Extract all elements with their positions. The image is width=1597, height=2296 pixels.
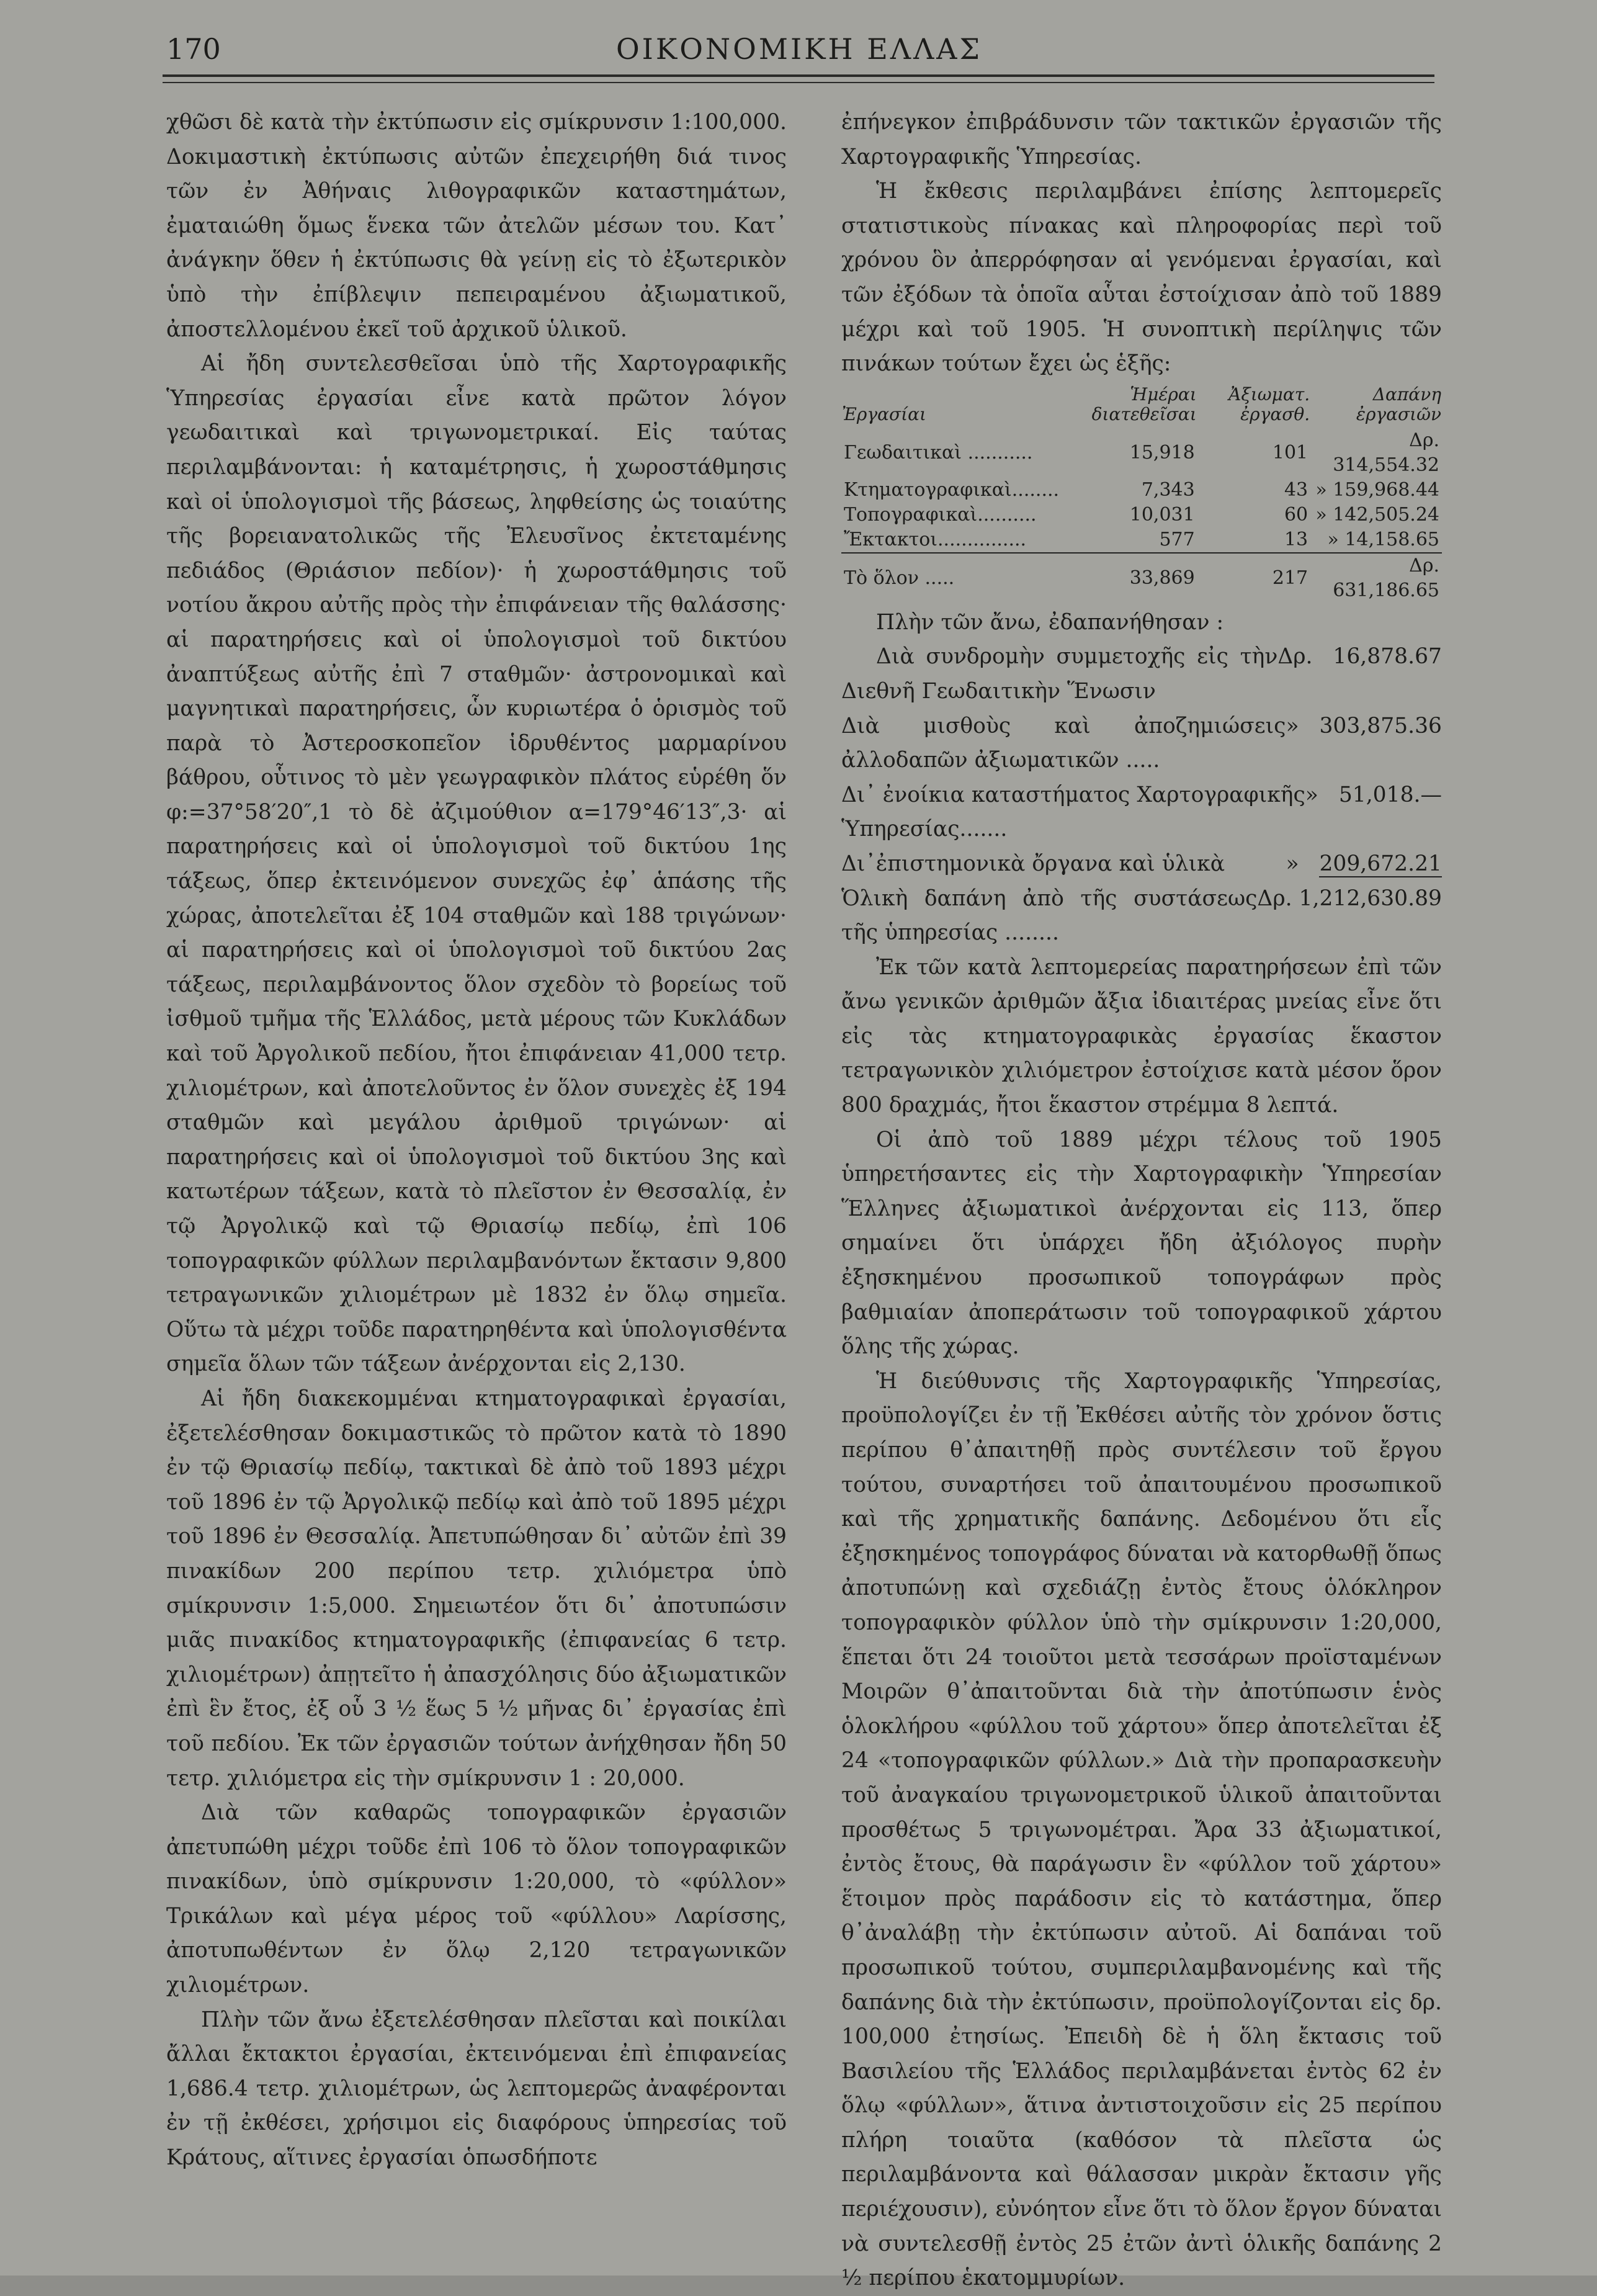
table-cell: » 159,968.44 <box>1315 478 1439 501</box>
table-cell: 43 <box>1284 478 1308 501</box>
expense-amount-group <box>1286 709 1442 778</box>
table-cell: 15,918 <box>1129 441 1195 464</box>
table-cell: Γεωδαιτικαὶ ........... <box>844 441 1033 464</box>
paragraph: Αἱ ἤδη διακεκομμέναι κτηματογραφικαὶ ἐργασίαι, ἐξετελέσθησαν δοκιμαστικῶς τὸ πρῶτον κατὰ τὸ 1890 ἐν τῷ Θριασίῳ πεδίῳ, τακτικαὶ δὲ ἀπὸ τοῦ 1893 μέχρι τοῦ 1896 ἐν τῷ Ἀργολικῷ πεδίῳ καὶ ἀπὸ τοῦ 1895 μέχρι τοῦ 1896 ἐν Θεσσαλίᾳ. Ἀπετυπώθησαν δι᾿ αὐτῶν ἐπὶ 39 πινακίδων 200 περίπου τετρ. χιλιόμετρα ὑπὸ σμίκρυνσιν 1:5,000. Σημειωτέον ὅτι δι᾿ ἀποτυπώσιν μιᾶς πινακίδος κτηματογραφικῆς (ἐπιφανείας 6 τετρ. χιλιομέτρων) ἀπῃτεῖτο ἡ ἀπασχόλησις δύο ἀξιωματικῶν ἐπὶ ἓν ἔτος, ἐξ οὗ 3 ½ ἕως 5 ½ μῆνας δι᾿ ἐργασίας ἐπὶ τοῦ πεδίου. Ἐκ τῶν ἐργασιῶν τούτων ἀνήχθησαν ἤδη 50 τετρ. χιλιόμετρα εἰς τὴν σμίκρυνσιν 1 : 20,000. <box>166 1386 787 1791</box>
expense-label: Δι᾿ἐπιστημονικὰ ὄργανα καὶ ὑλικὰ <box>841 851 1225 876</box>
page-header <box>166 32 1432 76</box>
paragraph: Πλὴν τῶν ἄνω ἐξετελέσθησαν πλεῖσται καὶ ποικίλαι ἄλλαι ἔκτακτοι ἐργασίαι, ἐκτεινόμεναι ἐπὶ ἐπιφανείας 1,686.4 τετρ. χιλιομέτρων, ὡς λεπτομερῶς ἀναφέρονται ἐν τῇ ἐκθέσει, χρήσιμοι εἰς διαφόρους ὑπηρεσίας τοῦ Κράτους, αἵτινες ἐργασίαι ὁπωσδήποτε <box>166 2007 787 2171</box>
table-cell: 13 <box>1284 528 1308 550</box>
expense-label: Δι᾿ ἐνοίκια καταστήματος Χαρτογραφικῆς Ὑπηρεσίας....... <box>841 782 1305 842</box>
paragraph: Διὰ τῶν καθαρῶς τοπογραφικῶν ἐργασιῶν ἀπετυπώθη μέχρι τοῦδε ἐπὶ 106 τὸ ὅλον τοπογραφικῶν πινακίδων, ὑπὸ σμίκρυνσιν 1:20,000, τὸ «φύλλον» Τρικάλων καὶ μέγα μέρος τοῦ «φύλλου» Λαρίσσης, ἀποτυπωθέντων ἐν ὅλῳ 2,120 τετραγωνικῶν χιλιομέτρων. <box>166 1800 787 1998</box>
header-rule <box>163 74 1434 77</box>
expense-line <box>841 640 1442 709</box>
paragraph: Ἡ διεύθυνσις τῆς Χαρτογραφικῆς Ὑπηρεσίας, προϋπολογίζει ἐν τῇ Ἐκθέσει αὐτῆς τὸν χρόνον ὅστις περίπου θ᾿ἀπαιτηθῇ πρὸς συντέλεσιν τοῦ ἔργου τούτου, συναρτήσει τοῦ ἀπαιτουμένου προσωπικοῦ καὶ τῆς χρηματικῆς δαπάνης. Δεδομένου ὅτι εἷς ἐξησκημένος τοπογράφος δύναται νὰ κατορθωθῇ ὅπως ἀποτυπώνῃ καὶ σχεδιάζῃ ἐντὸς ἔτους ὁλόκληρον τοπογραφικὸν φύλλον ὑπὸ τὴν σμίκρυνσιν 1:20,000, ἕπεται ὅτι 24 τοιοῦτοι μετὰ τεσσάρων προϊσταμένων Μοιρῶν θ᾿ἀπαιτοῦνται διὰ τὴν ἀποτύπωσιν ἑνὸς ὁλοκλήρου «φύλλου τοῦ χάρτου» ὅπερ ἀποτελεῖται ἐξ 24 «τοπογραφικῶν φύλλων.» Διὰ τὴν προπαρασκευὴν τοῦ ἀναγκαίου τριγωνομετρικοῦ ὑλικοῦ ἀπαιτοῦνται προσθέτως 5 τριγωνομέτραι. Ἄρα 33 ἀξιωματικοί, ἐντὸς ἔτους, θὰ παράγωσιν ἓν «φύλλον τοῦ χάρτου» ἕτοιμον πρὸς παράδοσιν εἰς τὸ κατάστημα, ὅπερ θ᾿ἀναλάβῃ τὴν ἐκτύπωσιν αὐτοῦ. Αἱ δαπάναι τοῦ προσωπικοῦ τούτου, συμπεριλαμβανομένης καὶ τῆς δαπάνης διὰ τὴν ἐκτύπωσιν, προϋπολογίζονται εἰς δρ. 100,000 ἐτησίως. Ἐπειδὴ δὲ ἡ ὅλη ἔκτασις τοῦ Βασιλείου τῆς Ἑλλάδος περιλαμβάνεται ἐντὸς 62 ἐν ὅλῳ «φύλλων», ἅτινα ἀντιστοιχοῦσιν εἰς 25 περίπου πλήρη τοιαῦτα (καθόσον τὰ πλεῖστα ὡς περιλαμβάνοντα καὶ θάλασσαν μικρὰν ἔκτασιν γῆς περιέχουσιν), εὐνόητον εἶνε ὅτι τὸ ὅλον ἔργον δύναται νὰ συντελεσθῇ ἐντὸς 25 ἐτῶν ἀντὶ ὁλικῆς δαπάνης 2 ½ περίπου ἑκατομμυρίων. <box>841 1368 1442 2291</box>
expense-line <box>841 778 1442 847</box>
table-row <box>841 527 1442 553</box>
currency-mark: Δρ. <box>1257 886 1292 911</box>
expense-amount: 303,875.36 <box>1319 713 1442 738</box>
expense-label: Διὰ μισθοὺς καὶ ἀποζημιώσεις ἀλλοδαπῶν ἀξιωματικῶν ..... <box>841 713 1286 773</box>
right-column <box>841 105 1442 2296</box>
expense-amount-group <box>1277 640 1442 709</box>
left-column <box>166 105 787 2176</box>
table-row <box>841 503 1442 527</box>
expense-amount-group <box>1286 847 1442 882</box>
expense-line <box>841 709 1442 778</box>
table-cell: Κτηματογραφικαὶ........ <box>844 478 1060 501</box>
paragraph: Ἡ ἔκθεσις περιλαμβάνει ἐπίσης λεπτομερεῖς στατιστικοὺς πίνακας καὶ πληροφορίας περὶ τοῦ χρόνου ὃν ἀπερρόφησαν αἱ γενόμεναι ἐργασίαι, καὶ τῶν ἐξόδων τὰ ὁποῖα αὗται ἐστοίχισαν ἀπὸ τοῦ 1889 μέχρι καὶ τοῦ 1905. Ἡ συνοπτικὴ περίληψις τῶν πινάκων τούτων ἔχει ὡς ἑξῆς: <box>841 179 1442 377</box>
running-title: ΟΙΚΟΝΟΜΙΚΗ ΕΛΛΑΣ <box>615 32 983 66</box>
expense-label: Διὰ συνδρομὴν συμμετοχῆς εἰς τὴν Διεθνῆ Γεωδαιτικὴν Ἕνωσιν <box>841 644 1278 704</box>
page-number: 170 <box>166 32 221 66</box>
paragraph: Οἱ ἀπὸ τοῦ 1889 μέχρι τέλους τοῦ 1905 ὑπηρετήσαντες εἰς τὴν Χαρτογραφικὴν Ὑπηρεσίαν Ἕλληνες ἀξιωματικοὶ ἀνέρχονται εἰς 113, ὅπερ σημαίνει ὅτι ὑπάρχει ἤδη ἀξιόλογος πυρὴν ἐξησκημένου προσωπικοῦ τοπογράφων πρὸς βαθμιαίαν ἀποπεράτωσιν τοῦ τοπογραφικοῦ χάρτου ὅλης τῆς χώρας. <box>841 1127 1442 1360</box>
table-cell: » 14,158.65 <box>1327 528 1439 550</box>
table-cell: Τὸ ὅλον ..... <box>841 553 1062 603</box>
table-cell: Ἔκτακτοι............... <box>844 528 1027 550</box>
expense-line <box>841 847 1442 882</box>
expense-label: Ὁλικὴ δαπάνη ἀπὸ τῆς συστάσεως τῆς ὑπηρεσίας ........ <box>841 886 1258 946</box>
expense-amount-group <box>1257 882 1442 951</box>
currency-mark: » <box>1286 851 1299 876</box>
expense-amount: 16,878.67 <box>1333 644 1442 670</box>
table-cell: 33,869 <box>1062 553 1197 603</box>
column-header: Δαπάνη ἐργασιῶν <box>1356 383 1441 424</box>
table-cell: 217 <box>1197 553 1310 603</box>
header-rule-thin <box>163 82 1434 83</box>
expense-amount: 209,672.21 <box>1319 851 1442 876</box>
table-cell: Δρ. 314,554.32 <box>1333 429 1439 476</box>
table-cell: 7,343 <box>1141 478 1195 501</box>
table-cell: 577 <box>1159 528 1195 550</box>
table-row <box>841 478 1442 503</box>
column-header: Ἐργασίαι <box>842 403 926 424</box>
table-cell: 60 <box>1284 503 1308 526</box>
table-header-row <box>841 384 1442 428</box>
paragraph: χθῶσι δὲ κατὰ τὴν ἐκτύπωσιν εἰς σμίκρυνσιν 1:100,000. Δοκιμαστικὴ ἐκτύπωσις αὐτῶν ἐπεχειρήθη διά τινος τῶν ἐν Ἀθήναις λιθογραφικῶν καταστημάτων, ἐματαιώθη ὅμως ἕνεκα τῶν ἀτελῶν μέσων του. Κατ᾿ ἀνάγκην ὅθεν ἡ ἐκτύπωσις θὰ γείνῃ εἰς τὸ ἐξωτερικὸν ὑπὸ τὴν ἐπίβλεψιν πεπειραμένου ἀξιωματικοῦ, ἀποστελλομένου ἐκεῖ τοῦ ἀρχικοῦ ὑλικοῦ. <box>166 110 787 342</box>
table-total-row <box>841 553 1442 603</box>
table-cell: Δρ. 631,186.65 <box>1310 553 1442 603</box>
expense-amount: 1,212,630.89 <box>1299 886 1442 911</box>
paragraph: Αἱ ἤδη συντελεσθεῖσαι ὑπὸ τῆς Χαρτογραφικῆς Ὑπηρεσίας ἐργασίαι εἶνε κατὰ πρῶτον λόγον γεωδαιτικαὶ καὶ τριγωνομετρικαί. Εἰς ταύτας περιλαμβάνονται: ἡ καταμέτρησις, ἡ χωροστάθμησις καὶ οἱ ὑπολογισμοὶ τῆς βάσεως, ληφθείσης ὡς τοιαύτης τῆς βορειανατολικῶς τῆς Ἐλευσῖνος ἐκτεταμένης πεδιάδος (Θριάσιον πεδίον)· ἡ χωροστάθμησις τοῦ νοτίου ἄκρου αὐτῆς πρὸς τὴν ἐπιφάνειαν τῆς θαλάσσης· αἱ παρατηρήσεις καὶ οἱ ὑπολογισμοὶ τοῦ δικτύου ἀναπτύξεως αὐτῆς ἐπὶ 7 σταθμῶν· ἀστρονομικαὶ καὶ μαγνητικαὶ παρατηρήσεις, ὧν κυριωτέρα ὁ ὁρισμὸς τοῦ παρὰ τὸ Ἀστεροσκοπεῖον ἱδρυθέντος μαρμαρίνου βάθρου, οὗτινος τὸ μὲν γεωγραφικὸν πλάτος εὑρέθη ὅν φ:=37°58′20″,1 τὸ δὲ ἀζιμούθιον α=179°46′13″,3· αἱ παρατηρήσεις καὶ οἱ ὑπολογισμοὶ τοῦ δικτύου 1ης τάξεως, ὅπερ ἐκτεινόμενον συνεχῶς ἐφ᾿ ἁπάσης τῆς χώρας, ἀποτελεῖται ἐξ 104 σταθμῶν καὶ 188 τριγώνων· αἱ παρατηρήσεις καὶ οἱ ὑπολογισμοὶ τοῦ δικτύου 2ας τάξεως, περιλαμβάνοντος ὅλον σχεδὸν τὸ βορείως τοῦ ἰσθμοῦ τμῆμα τῆς Ἑλλάδος, μετὰ μέρους τῶν Κυκλάδων καὶ τοῦ Ἀργολικοῦ πεδίου, ἤτοι ἐπιφάνειαν 41,000 τετρ. χιλιομέτρων, καὶ ἀποτελοῦντος ἐν ὅλον συνεχὲς ἐξ 194 σταθμῶν καὶ μεγάλου ἀριθμοῦ τριγώνων· αἱ παρατηρήσεις καὶ οἱ ὑπολογισμοὶ τοῦ δικτύου 3ης καὶ κατωτέρων τάξεων, κατὰ τὸ πλεῖστον ἐν Θεσσαλίᾳ, ἐν τῷ Ἀργολικῷ καὶ τῷ Θριασίῳ πεδίῳ, ἐπὶ 106 τοπογραφικῶν φύλλων περιλαμβανόντων ἔκτασιν 9,800 τετραγωνικῶν χιλιομέτρων μὲ 1832 ἐν ὅλῳ σημεῖα. Οὕτω τὰ μέχρι τοῦδε παρατηρηθέντα καὶ ὑπολογισθέντα σημεῖα ὅλων τῶν τάξεων ἀνέρχονται εἰς 2,130. <box>166 351 787 1377</box>
currency-mark: Δρ. <box>1277 644 1313 670</box>
currency-mark: » <box>1305 782 1318 807</box>
expense-amount: 51,018.— <box>1338 782 1442 807</box>
table-cell: Τοπογραφικαὶ.......... <box>844 503 1037 526</box>
expense-amount-group <box>1305 778 1442 847</box>
table-row <box>841 428 1442 478</box>
statistics-table <box>841 384 1442 603</box>
paragraph: Πλὴν τῶν ἄνω, ἐδαπανήθησαν : <box>876 609 1224 635</box>
paragraph: Ἐκ τῶν κατὰ λεπτομερείας παρατηρήσεων ἐπὶ τῶν ἄνω γενικῶν ἀριθμῶν ἄξια ἰδιαιτέρας μνείας εἶνε ὅτι εἰς τὰς κτηματογραφικὰς ἐργασίας ἕκαστον τετραγωνικὸν χιλιόμετρον ἐστοίχισε κατὰ μέσον ὅρον 800 δραχμάς, ἤτοι ἕκαστον στρέμμα 8 λεπτά. <box>841 954 1442 1118</box>
currency-mark: » <box>1286 713 1299 738</box>
paragraph: ἐπήνεγκον ἐπιβράδυνσιν τῶν τακτικῶν ἐργασιῶν τῆς Χαρτογραφικῆς Ὑπηρεσίας. <box>841 110 1442 169</box>
table-cell: 101 <box>1272 441 1308 464</box>
column-header: Ἀξιωματ. ἐργασθ. <box>1228 383 1310 424</box>
table-cell: » 142,505.24 <box>1315 503 1439 526</box>
column-header: Ἡμέραι διατεθεῖσαι <box>1091 383 1197 424</box>
total-expense-line <box>841 882 1442 951</box>
table-cell: 10,031 <box>1129 503 1195 526</box>
